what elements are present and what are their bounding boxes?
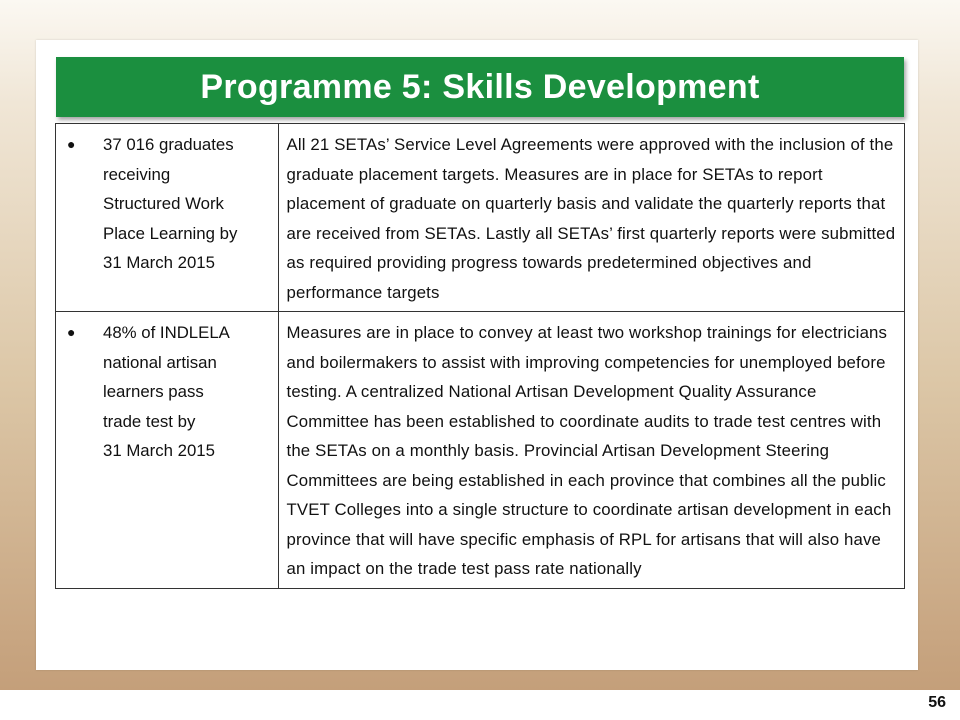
page-number: 56 (928, 694, 946, 711)
target-text: 48% of INDLELA national artisan learners pass trade test by 31 March 2015 (103, 323, 230, 460)
title-bar (56, 57, 904, 117)
target-cell (56, 124, 279, 312)
measure-text: Measures are in place to convey at least two workshop trainings for electricians and boilermakers to assist with improving competencies for unemployed before testing. A centralized National Artisan Development Quality Assurance Committee has been established to coordinate audits to trade test centres with the SETAs on a monthly basis. Provincial Artisan Development Steering Committees are being established in each province that combines all the public TVET Colleges into a single structure to coordinate artisan development in each province that will have specific emphasis of RPL for artisans that will also have an impact on the trade test pass rate nationally (286, 323, 892, 578)
measure-cell (278, 312, 904, 589)
target-cell (56, 312, 279, 589)
slide-title: Programme 5: Skills Development (200, 67, 760, 106)
target-text: 37 016 graduates receiving Structured Work Place Learning by 31 March 2015 (103, 135, 238, 272)
bullet-dot-icon: ● (67, 136, 76, 152)
bullet-dot-icon: ● (67, 324, 76, 340)
content-table (55, 123, 905, 589)
table-row (56, 124, 905, 312)
table-row (56, 312, 905, 589)
measure-text: All 21 SETAs’ Service Level Agreements were approved with the inclusion of the graduate placement targets. Measures are in place for SETAs to report placement of graduate on quarterly basis and validate the quarterly reports that are received from SETAs. Lastly all SETAs’ first quarterly reports were submitted as required providing progress towards predetermined objectives and performance targets (286, 135, 896, 302)
measure-cell (278, 124, 904, 312)
